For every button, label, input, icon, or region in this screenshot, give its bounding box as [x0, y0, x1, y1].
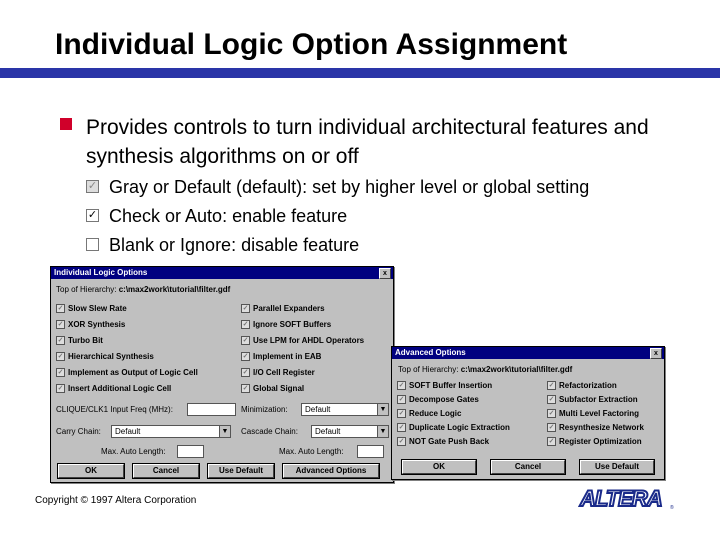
- option-turbo-bit[interactable]: ✓ Turbo Bit: [57, 336, 103, 345]
- cancel-button[interactable]: Cancel: [133, 464, 199, 478]
- hierarchy-row: Top of Hierarchy: c:\max2work\tutorial\filter.gdf: [398, 365, 573, 374]
- bullet-square-icon: [60, 118, 72, 130]
- carry-chain-label: Carry Chain:: [56, 427, 101, 436]
- dialog1-titlebar: Individual Logic Options x: [51, 267, 393, 279]
- chevron-down-icon: ▼: [377, 426, 388, 437]
- checked-checkbox-icon: ✓: [87, 208, 98, 221]
- minimization-label: Minimization:: [241, 405, 288, 414]
- option-soft-buffer-insertion[interactable]: ✓ SOFT Buffer Insertion: [398, 381, 493, 390]
- use-default-button[interactable]: Use Default: [208, 464, 274, 478]
- cancel-button[interactable]: Cancel: [491, 460, 565, 474]
- sub-item-check: ✓ Check or Auto: enable feature: [87, 206, 348, 226]
- option-duplicate-logic-extraction[interactable]: ✓ Duplicate Logic Extraction: [398, 423, 510, 432]
- advanced-options-button[interactable]: Advanced Options: [283, 464, 379, 478]
- slide-title: Individual Logic Option Assignment: [55, 28, 568, 61]
- option-insert-additional-logic-cell[interactable]: ✓ Insert Additional Logic Cell: [57, 384, 172, 393]
- close-icon[interactable]: x: [379, 268, 391, 279]
- option-implement-in-eab[interactable]: ✓ Implement in EAB: [242, 352, 322, 361]
- cascade-chain-select[interactable]: Default ▼: [311, 425, 389, 438]
- option-not-gate-push-back[interactable]: ✓ NOT Gate Push Back: [398, 437, 490, 446]
- hierarchy-row: Top of Hierarchy: c:\max2work\tutorial\filter.gdf: [56, 285, 231, 294]
- option-register-optimization[interactable]: ✓ Register Optimization: [548, 437, 642, 446]
- sub-item-blank: Blank or Ignore: disable feature: [86, 234, 359, 256]
- use-default-button[interactable]: Use Default: [580, 460, 654, 474]
- carry-chain-select[interactable]: Default ▼: [111, 425, 231, 438]
- option-parallel-expanders[interactable]: ✓ Parallel Expanders: [242, 304, 325, 313]
- svg-text:®: ®: [670, 505, 674, 511]
- ok-button[interactable]: OK: [58, 464, 124, 478]
- option-resynthesize-network[interactable]: ✓ Resynthesize Network: [548, 423, 644, 432]
- bullet-text: Provides controls to turn individual architectural features and synthesis algorithms on or off: [86, 116, 649, 168]
- altera-logo: [578, 485, 678, 511]
- individual-logic-options-dialog: [50, 266, 394, 483]
- option-global-signal[interactable]: ✓ Global Signal: [242, 384, 305, 393]
- title-rule: [0, 68, 720, 78]
- option-ignore-soft-buffers[interactable]: ✓ Ignore SOFT Buffers: [242, 320, 332, 329]
- ok-button[interactable]: OK: [402, 460, 476, 474]
- advanced-options-dialog: [391, 346, 665, 480]
- dialog2-titlebar: Advanced Options x: [392, 347, 664, 359]
- option-reduce-logic[interactable]: ✓ Reduce Logic: [398, 409, 462, 418]
- blank-checkbox-icon: [86, 238, 99, 251]
- carry-max-auto-length-input[interactable]: [177, 445, 204, 458]
- option-xor-synthesis[interactable]: ✓ XOR Synthesis: [57, 320, 126, 329]
- minimization-select[interactable]: Default ▼: [301, 403, 389, 416]
- option-subfactor-extraction[interactable]: ✓ Subfactor Extraction: [548, 395, 638, 404]
- option-multi-level-factoring[interactable]: ✓ Multi Level Factoring: [548, 409, 640, 418]
- logo-text: ALTERA: [580, 486, 662, 511]
- option-implement-output-logic-cell[interactable]: ✓ Implement as Output of Logic Cell: [57, 368, 198, 377]
- option-slow-slew-rate[interactable]: ✓ Slow Slew Rate: [57, 304, 127, 313]
- cascade-max-auto-length-label: Max. Auto Length:: [279, 447, 344, 456]
- chevron-down-icon: ▼: [377, 404, 388, 415]
- clique-input[interactable]: [187, 403, 236, 416]
- copyright-text: Copyright © 1997 Altera Corporation: [35, 495, 197, 506]
- option-use-lpm[interactable]: ✓ Use LPM for AHDL Operators: [242, 336, 365, 345]
- carry-max-auto-length-label: Max. Auto Length:: [101, 447, 166, 456]
- option-hierarchical-synthesis[interactable]: ✓ Hierarchical Synthesis: [57, 352, 154, 361]
- sub-item-gray: ✓ Gray or Default (default): set by higher level or global setting: [87, 177, 590, 197]
- option-decompose-gates[interactable]: ✓ Decompose Gates: [398, 395, 479, 404]
- clique-label: CLIQUE/CLK1 Input Freq (MHz):: [56, 405, 173, 414]
- cascade-chain-label: Cascade Chain:: [241, 427, 298, 436]
- option-io-cell-register[interactable]: ✓ I/O Cell Register: [242, 368, 315, 377]
- gray-checkbox-icon: ✓: [87, 179, 98, 192]
- option-refactorization[interactable]: ✓ Refactorization: [548, 381, 617, 390]
- close-icon[interactable]: x: [650, 348, 662, 359]
- chevron-down-icon: ▼: [219, 426, 230, 437]
- cascade-max-auto-length-input[interactable]: [357, 445, 384, 458]
